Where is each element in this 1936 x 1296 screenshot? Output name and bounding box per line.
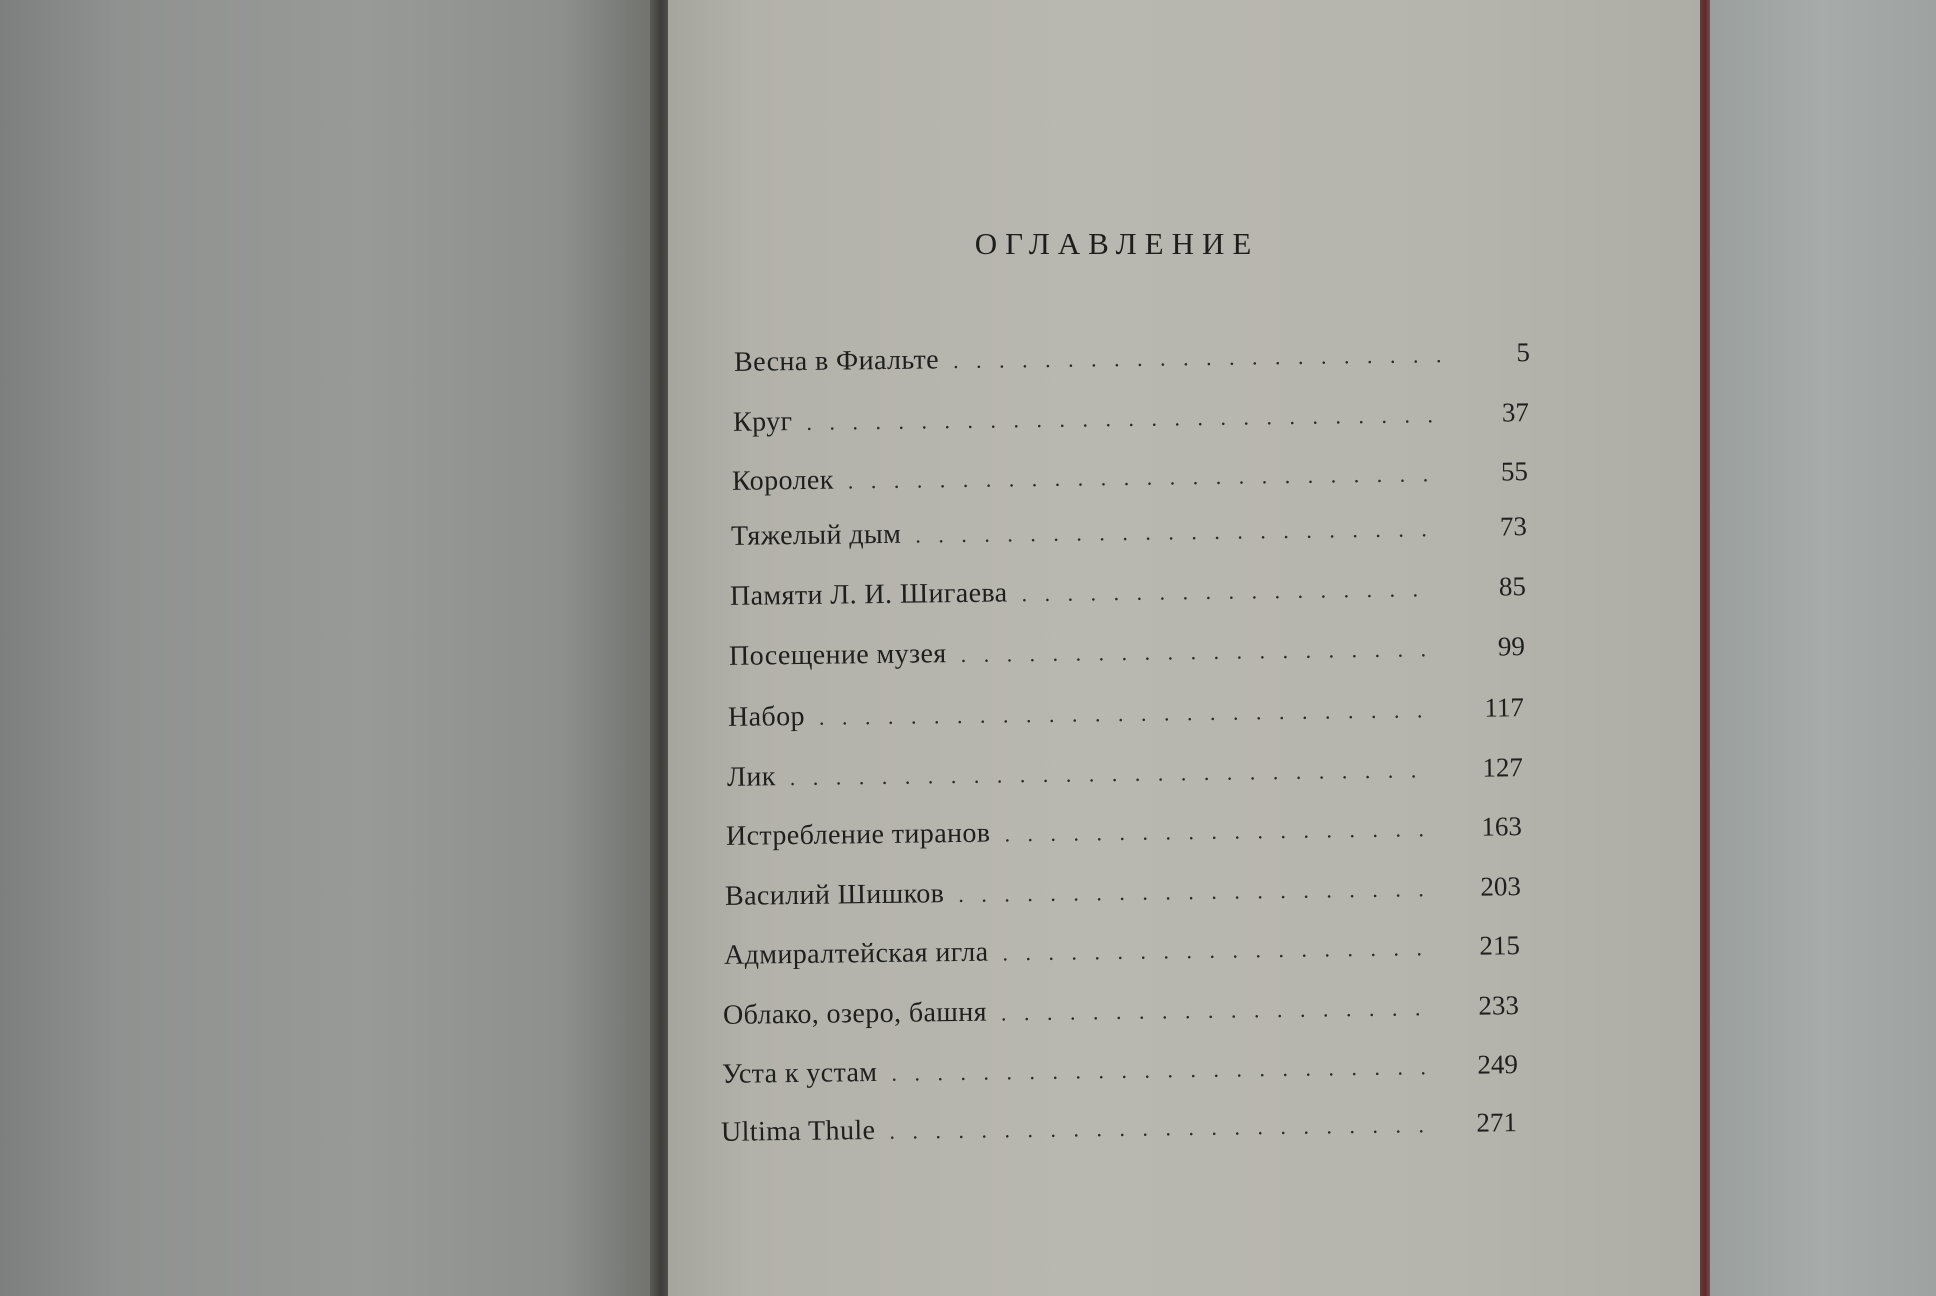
toc-entry-title: Тяжелый дым xyxy=(730,518,902,552)
toc-entry-title: Облако, озеро, башня xyxy=(722,996,988,1031)
toc-entry-title: Василий Шишков xyxy=(724,878,945,912)
toc-entry-title: Круг xyxy=(732,406,793,438)
toc-entry-title: Памяти Л. И. Шигаева xyxy=(729,577,1008,612)
toc-entry-page: 271 xyxy=(1476,1107,1518,1138)
dot-leader xyxy=(1021,576,1436,607)
dot-leader xyxy=(1002,935,1430,966)
toc-entry-title: Адмиралтейская игла xyxy=(723,936,989,971)
toc-entry-page: 55 xyxy=(1500,456,1529,487)
toc-title: ОГЛАВЛЕНИЕ xyxy=(974,226,1260,261)
dot-leader xyxy=(806,402,1439,436)
toc-entry-page: 249 xyxy=(1477,1049,1519,1080)
dot-leader xyxy=(915,516,1437,548)
dot-leader xyxy=(790,757,1433,791)
dot-leader xyxy=(1004,816,1432,847)
toc-entry-title: Посещение музея xyxy=(728,638,947,672)
toc-entry-page: 203 xyxy=(1480,871,1522,902)
toc-entry-page: 99 xyxy=(1497,631,1526,662)
toc-entry-page: 127 xyxy=(1482,752,1524,783)
toc-entry-page: 85 xyxy=(1498,571,1527,602)
cover-edge xyxy=(1700,0,1710,1296)
toc-entry-page: 233 xyxy=(1478,990,1520,1021)
toc-entry-title: Ultima Thule xyxy=(720,1114,876,1148)
toc-entry-page: 117 xyxy=(1484,692,1525,723)
dot-leader xyxy=(891,1054,1428,1087)
toc-entry-page: 163 xyxy=(1481,811,1523,842)
dot-leader xyxy=(958,876,1431,908)
toc-entry-page: 215 xyxy=(1479,930,1521,961)
dot-leader xyxy=(960,636,1435,668)
toc-entry-title: Весна в Фиальте xyxy=(733,344,940,378)
toc-entry-title: Истребление тиранов xyxy=(725,817,991,852)
toc-entry-page: 37 xyxy=(1501,397,1530,428)
background-surface xyxy=(1710,0,1936,1296)
toc-entry-page: 5 xyxy=(1516,337,1531,368)
dot-leader xyxy=(819,697,1434,731)
toc-entry-title: Королек xyxy=(731,464,834,497)
toc-entry-title: Лик xyxy=(726,761,776,793)
toc-entry-page: 73 xyxy=(1499,511,1528,542)
dot-leader xyxy=(889,1112,1427,1145)
left-page xyxy=(0,0,660,1296)
dot-leader xyxy=(1001,995,1429,1026)
toc-entry-title: Уста к устам xyxy=(721,1056,878,1090)
dot-leader xyxy=(848,461,1439,494)
dot-leader xyxy=(953,342,1440,374)
toc-entry-title: Набор xyxy=(727,700,806,733)
